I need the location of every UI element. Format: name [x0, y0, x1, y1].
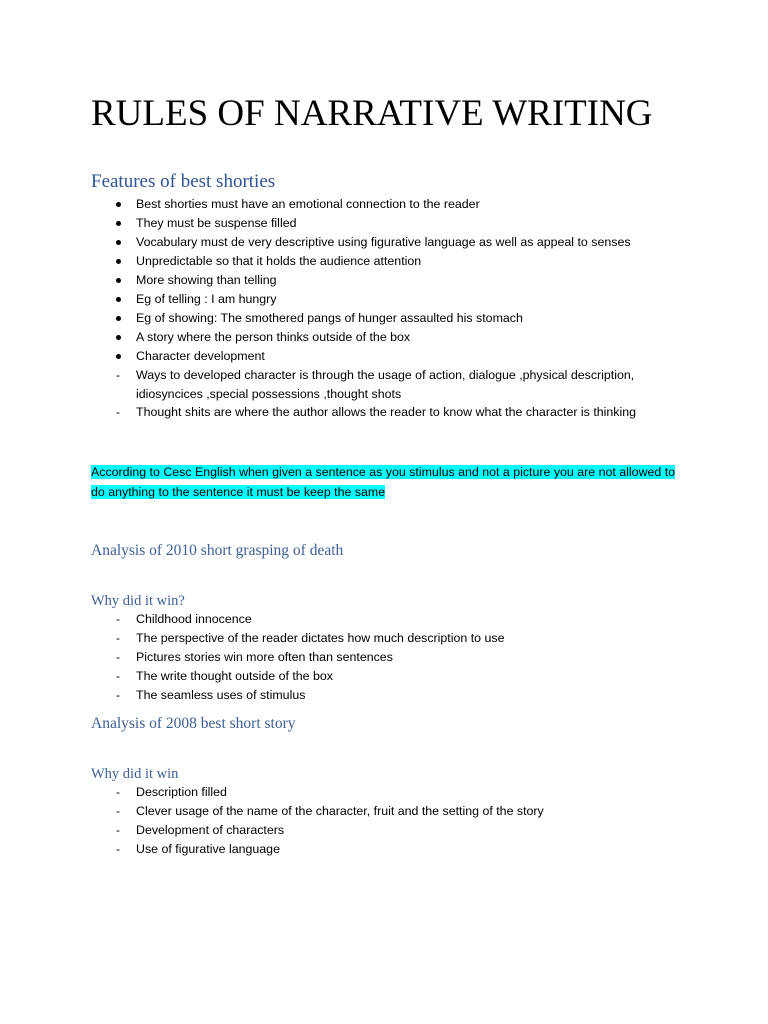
list-item: [0, 667, 696, 686]
list-item-text: Use of figurative language: [136, 842, 280, 856]
list-item-text: Vocabulary must de very descriptive using figurative language as well as appeal to senses: [136, 235, 631, 249]
list-item: [0, 821, 696, 840]
dash-icon: -: [116, 804, 120, 818]
list-item: [0, 629, 696, 648]
highlighted-note-text: According to Cesc English when given a sentence as you stimulus and not a picture you are not allowed to do anything to the sentence it must be keep the same: [91, 465, 676, 499]
dash-icon: -: [116, 631, 120, 645]
bullet-icon: [112, 252, 124, 264]
list-item: [0, 366, 656, 403]
list-item-text: Character development: [136, 349, 265, 363]
analysis-2010-list: [0, 610, 696, 705]
dash-icon: -: [116, 612, 120, 626]
list-item: [0, 290, 696, 309]
list-item: [0, 403, 696, 422]
list-item-text: Childhood innocence: [136, 612, 252, 626]
analysis-2008-list: [0, 783, 696, 859]
list-item: [0, 610, 696, 629]
dash-icon: -: [116, 785, 120, 799]
list-item-text: The perspective of the reader dictates how much description to use: [136, 631, 505, 645]
list-item-text: Eg of telling : I am hungry: [136, 292, 277, 306]
bullet-icon: [112, 309, 124, 321]
list-item-text: A story where the person thinks outside of the box: [136, 330, 411, 344]
dash-icon: -: [116, 669, 120, 683]
list-item-text: Thought shits are where the author allows the reader to know what the character is thinking: [136, 405, 637, 419]
list-item: [0, 347, 696, 366]
list-item-text: The write thought outside of the box: [136, 669, 333, 683]
list-item-text: Best shorties must have an emotional connection to the reader: [136, 197, 480, 211]
list-item-text: The seamless uses of stimulus: [136, 688, 306, 702]
bullet-icon: [112, 214, 124, 226]
dash-icon: -: [116, 650, 120, 664]
list-item: [0, 309, 696, 328]
list-item-text: Eg of showing: The smothered pangs of hunger assaulted his stomach: [136, 311, 523, 325]
list-item: [0, 686, 696, 705]
list-item-text: More showing than telling: [136, 273, 277, 287]
highlighted-note: [91, 462, 681, 502]
list-item: [0, 328, 696, 347]
list-item-text: Unpredictable so that it holds the audience attention: [136, 254, 422, 268]
document-title: RULES OF NARRATIVE WRITING: [91, 93, 653, 134]
list-item: [0, 271, 696, 290]
features-heading: Features of best shorties: [91, 171, 276, 192]
why-did-it-win-heading: Why did it win: [91, 766, 179, 782]
list-item-text: Clever usage of the name of the character, fruit and the setting of the story: [136, 804, 544, 818]
list-item-text: Description filled: [136, 785, 227, 799]
bullet-icon: [112, 328, 124, 340]
bullet-icon: [112, 233, 124, 245]
bullet-icon: [112, 271, 124, 283]
list-item: [0, 783, 696, 802]
dash-icon: -: [116, 688, 120, 702]
list-item: [0, 214, 696, 233]
analysis-2008-heading: Analysis of 2008 best short story: [91, 715, 296, 732]
list-item-text: Development of characters: [136, 823, 285, 837]
list-item: [0, 840, 696, 859]
bullet-icon: [112, 290, 124, 302]
list-item-text: They must be suspense filled: [136, 216, 297, 230]
features-list: [0, 195, 696, 422]
why-did-it-win-heading: Why did it win?: [91, 593, 185, 609]
list-item: [0, 252, 696, 271]
list-item: [0, 195, 696, 214]
analysis-2010-heading: Analysis of 2010 short grasping of death: [91, 542, 344, 559]
list-item: [0, 802, 696, 821]
list-item: [0, 648, 696, 667]
dash-icon: -: [116, 405, 120, 419]
list-item-text: Ways to developed character is through the usage of action, dialogue ,physical description, idiosyncices ,special possessions ,thought shots: [136, 368, 635, 401]
dash-icon: -: [116, 823, 120, 837]
dash-icon: -: [116, 368, 120, 382]
list-item-text: Pictures stories win more often than sentences: [136, 650, 393, 664]
bullet-icon: [112, 347, 124, 359]
list-item: [0, 233, 696, 252]
bullet-icon: [112, 195, 124, 207]
dash-icon: -: [116, 842, 120, 856]
